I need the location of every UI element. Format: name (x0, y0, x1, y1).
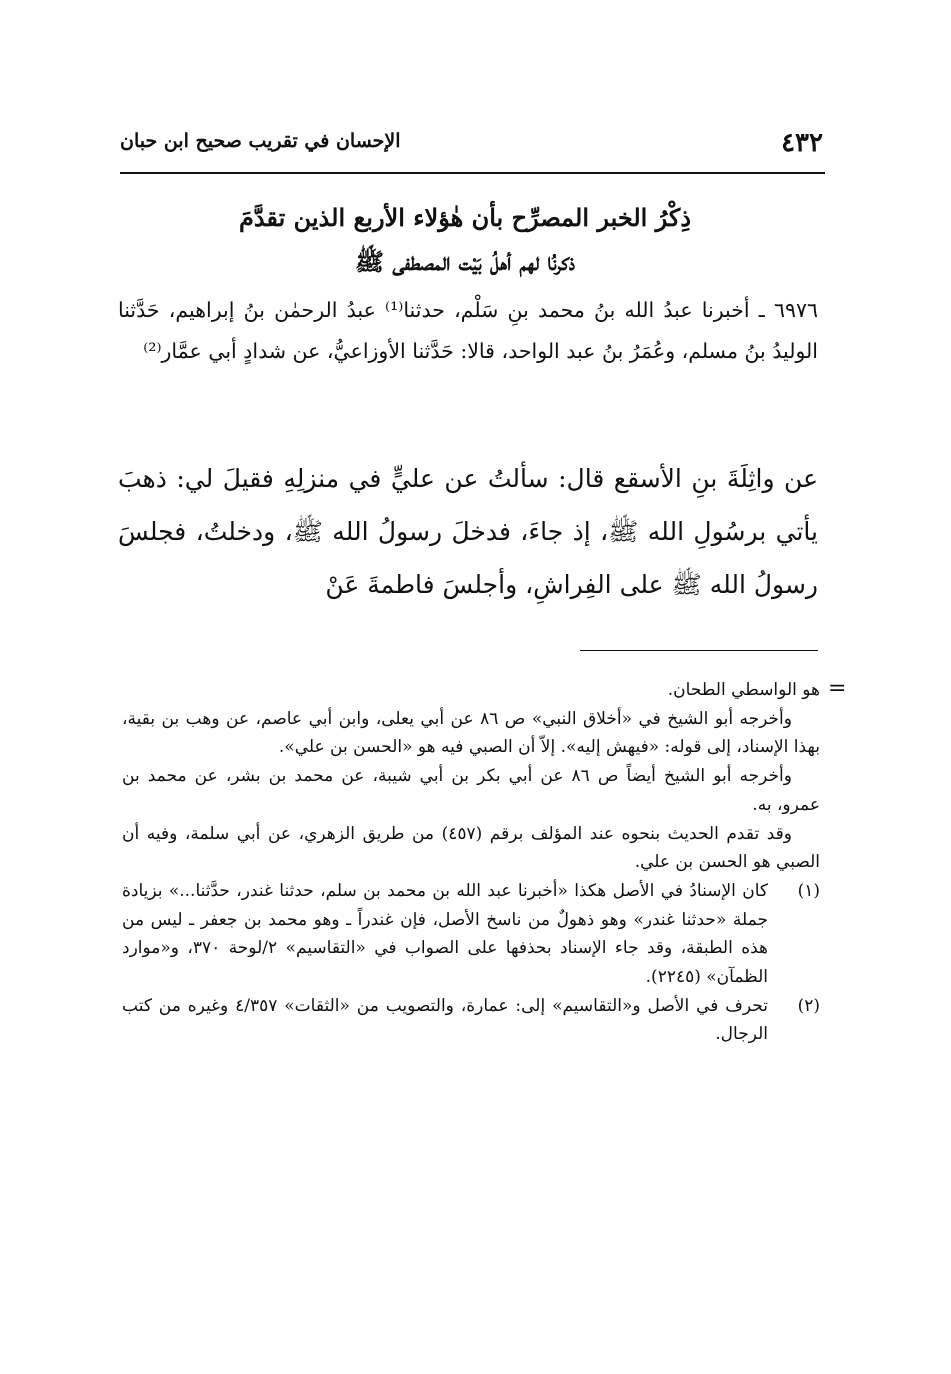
chapter-heading-line-2: ذكرنُا لهم أهلُ بَيْت المصطفى ﷺ (354, 247, 576, 276)
hadith-chain-of-narration: ٦٩٧٦ ـ أخبرنا عبدُ الله بنُ محمد بنِ سَلْم، حدثنا⁽¹⁾ عبدُ الرحمٰن بنُ إبراهيم، حَدَّثنا الوليدُ بنُ مسلم، وعُمَرُ بنُ عبد الواحد، قالا: حَدَّثنا الأوزاعيُّ، عن شدادٍ أبي عمَّار⁽²⁾ (118, 298, 818, 363)
footnote-continued-1: هو الواسطي الطحان. (667, 680, 820, 700)
footnote-2-text: تحرف في الأصل و«التقاسيم» إلى: عمارة، والتصويب من «الثقات» ٤/٣٥٧ وغيره من كتب الرجال. (122, 995, 768, 1045)
chapter-heading-line-1: ذِكْرُ الخبر المصرِّح بأن هٰؤلاء الأربع الذين تقدَّمَ (238, 203, 692, 232)
hadith-text: عن واثِلَةَ بنِ الأسقع قال: سألتُ عن عليٍّ في منزلِهِ فقيلَ لي: ذهبَ يأتي برسُولِ الله ﷺ، إذ جاءَ، فدخلَ رسولُ الله ﷺ، ودخلتُ، فجلسَ رسولُ الله ﷺ على الفِراشِ، وأجلسَ فاطمةَ عَنْ (118, 464, 818, 599)
footnotes (122, 676, 820, 1049)
footnote-continued-3: وأخرجه أبو الشيخ أيضاً ص ٨٦ عن أبي بكر بن أبي شيبة، عن محمد بن بشر، عن محمد بن عمرو، به. (122, 766, 820, 815)
page-header (120, 122, 825, 174)
footnote-1-number: (١) (797, 880, 820, 901)
footnote-1-text: كان الإسنادُ في الأصل هكذا «أخبرنا عبد الله بن محمد بن سلم، حدثنا غندر، حدَّثنا...» بزيادة جملة «حدثنا غندر» وهو ذهولٌ من ناسخ الأصل، فإن غندراً ـ وهو محمد بن جعفر ـ ليس من هذه الطبقة، وقد جاء الإسناد بحذفها على الصواب في «التقاسيم» ٢/لوحة ٣٧٠، و«موارد الظمآن» (٢٢٤٥). (122, 880, 768, 988)
footnote-continuation-mark: = (828, 676, 847, 701)
footnote-2 (122, 992, 820, 1049)
footnote-continued-2: وأخرجه أبو الشيخ في «أخلاق النبي» ص ٨٦ عن أبي يعلى، وابن أبي عاصم، عن وهب بن بقية، بهذا الإسناد، إلى قوله: «فيهش إليه». إلاّ أن الصبي فيه هو «الحسن بن علي». (122, 708, 820, 758)
page-number: ٤٣٢ (781, 128, 823, 158)
footnote-continued-4: وقد تقدم الحديث بنحوه عند المؤلف برقم (٤٥٧) من طريق الزهري، عن أبي سلمة، وفيه أن الصبي هو الحسن بن علي. (122, 823, 820, 873)
chapter-heading (140, 196, 790, 284)
footnote-1 (122, 877, 820, 992)
footnote-separator (580, 650, 818, 651)
running-title: الإحسان في تقريب صحيح ابن حبان (120, 130, 401, 152)
footnote-2-number: (٢) (797, 995, 820, 1016)
